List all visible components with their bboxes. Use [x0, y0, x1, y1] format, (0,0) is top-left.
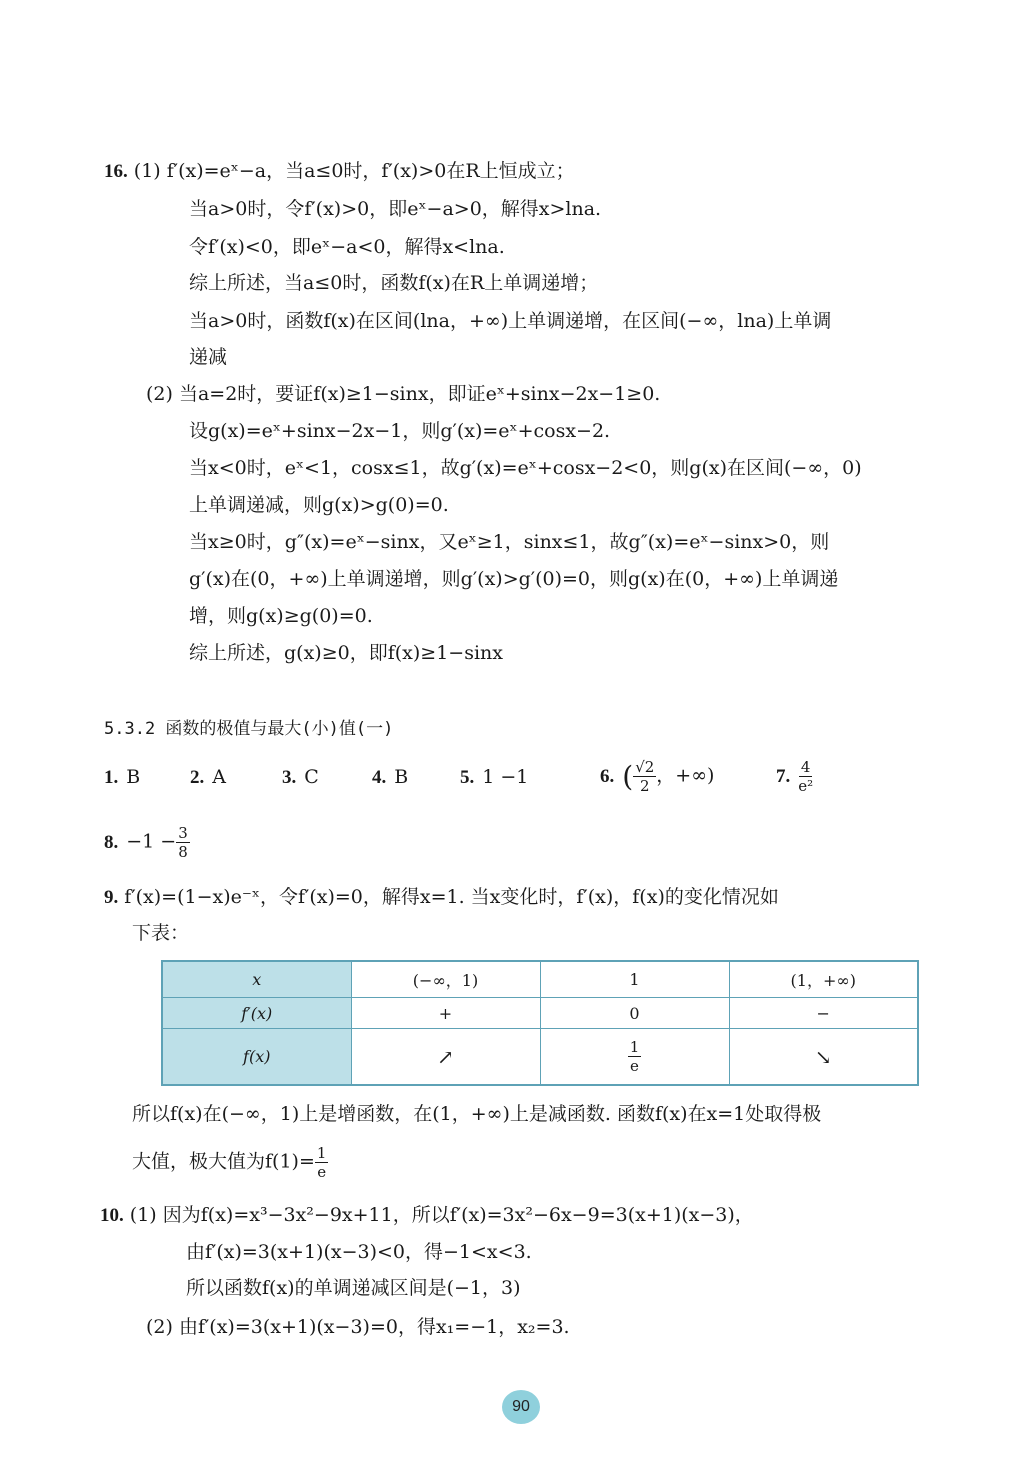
page-number: 90 [502, 1390, 540, 1424]
table-row [162, 1029, 918, 1085]
q9-after-line-1: 所以f(x)在(−∞，1)上是增函数，在(1，+∞)上是减函数. 函数f(x)在x=1处取得极 [132, 1103, 822, 1125]
answer-3: 3. C [282, 766, 319, 788]
q10-line-3: 所以函数f(x)的单调递减区间是(−1，3) [186, 1277, 521, 1299]
table-cell: x [162, 961, 351, 998]
answer-8: 8. −1 − $\frac{3}{8}$ [104, 824, 188, 861]
q16-line-1: 16. (1) f′(x)=eˣ−a，当a≤0时，f′(x)>0在R上恒成立； [104, 160, 575, 182]
section-title: 5.3.2 函数的极值与最大(小)值(一) [104, 719, 394, 739]
table-row [162, 998, 918, 1029]
q16-line-12: g′(x)在(0，+∞)上单调递增，则g′(x)>g′(0)=0，则g(x)在(0，+∞)上单调递 [189, 568, 839, 590]
answer-5: 5. 1 −1 [460, 766, 529, 788]
q16-line-3: 令f′(x)<0，即eˣ−a<0，解得x<lna. [189, 236, 505, 258]
increasing-arrow-icon: ↗ [351, 1029, 540, 1085]
q10-line-2: 由f′(x)=3(x+1)(x−3)<0，得−1<x<3. [186, 1241, 532, 1263]
answer-4: 4. B [372, 766, 409, 788]
table-cell: + [351, 998, 540, 1029]
q9-after-line-2: 大值，极大值为f(1)= $\frac{1}{e}$ [132, 1144, 327, 1181]
decreasing-arrow-icon: ↘ [729, 1029, 918, 1085]
variation-table [161, 960, 919, 1086]
q16-line-8: 设g(x)=eˣ+sinx−2x−1，则g′(x)=eˣ+cosx−2. [189, 420, 611, 442]
answer-7: 7. $\frac{4}{\text{e²}}$ [776, 758, 814, 795]
q16-line-4: 综上所述，当a≤0时，函数f(x)在R上单调递增； [189, 272, 599, 294]
question-number: 9. [104, 887, 119, 908]
q16-line-13: 增，则g(x)≥g(0)=0. [189, 605, 373, 627]
question-number: 16. [104, 161, 128, 182]
q16-line-2: 当a>0时，令f′(x)>0，即eˣ−a>0，解得x>lna. [189, 198, 602, 220]
table-cell: f′(x) [162, 998, 351, 1029]
q16-line-11: 当x≥0时，g″(x)=eˣ−sinx，又eˣ≥1，sinx≤1，故g″(x)=eˣ−sinx>0，则 [189, 531, 830, 553]
question-number: 10. [100, 1205, 124, 1226]
answer-1: 1. B [104, 766, 141, 788]
q16-line-10: 上单调递减，则g(x)>g(0)=0. [189, 494, 449, 516]
table-cell: 0 [540, 998, 729, 1029]
table-cell: (1，+∞) [729, 961, 918, 998]
q9-line-2: 下表： [132, 922, 190, 944]
table-cell: (−∞，1) [351, 961, 540, 998]
table-cell: − [729, 998, 918, 1029]
table-cell: $\frac{1}{e}$ [540, 1029, 729, 1085]
table-cell: 1 [540, 961, 729, 998]
q16-line-5: 当a>0时，函数f(x)在区间(lna，+∞)上单调递增，在区间(−∞，lna)上单调 [189, 310, 832, 332]
q10-line-1: 10. (1) 因为f(x)=x³−3x²−9x+11，所以f′(x)=3x²−6x−9=3(x+1)(x−3)， [100, 1204, 754, 1226]
answer-2: 2. A [190, 766, 226, 788]
table-cell: f(x) [162, 1029, 351, 1085]
q9-line-1: 9. f′(x)=(1−x)e⁻ˣ，令f′(x)=0，解得x=1. 当x变化时，f′(x)，f(x)的变化情况如 [104, 886, 779, 908]
answer-6: 6. ( $\frac{√2}{2}$ ，+∞) [600, 758, 715, 795]
q10-line-4: (2) 由f′(x)=3(x+1)(x−3)=0，得x₁=−1，x₂=3. [146, 1316, 570, 1338]
q16-line-7: (2) 当a=2时，要证f(x)≥1−sinx，即证eˣ+sinx−2x−1≥0. [146, 383, 661, 405]
table-row [162, 961, 918, 998]
q16-line-9: 当x<0时，eˣ<1，cosx≤1，故g′(x)=eˣ+cosx−2<0，则g(x)在区间(−∞，0) [189, 457, 862, 479]
q16-line-6: 递减 [189, 346, 228, 368]
q16-line-14: 综上所述，g(x)≥0，即f(x)≥1−sinx [189, 642, 503, 664]
